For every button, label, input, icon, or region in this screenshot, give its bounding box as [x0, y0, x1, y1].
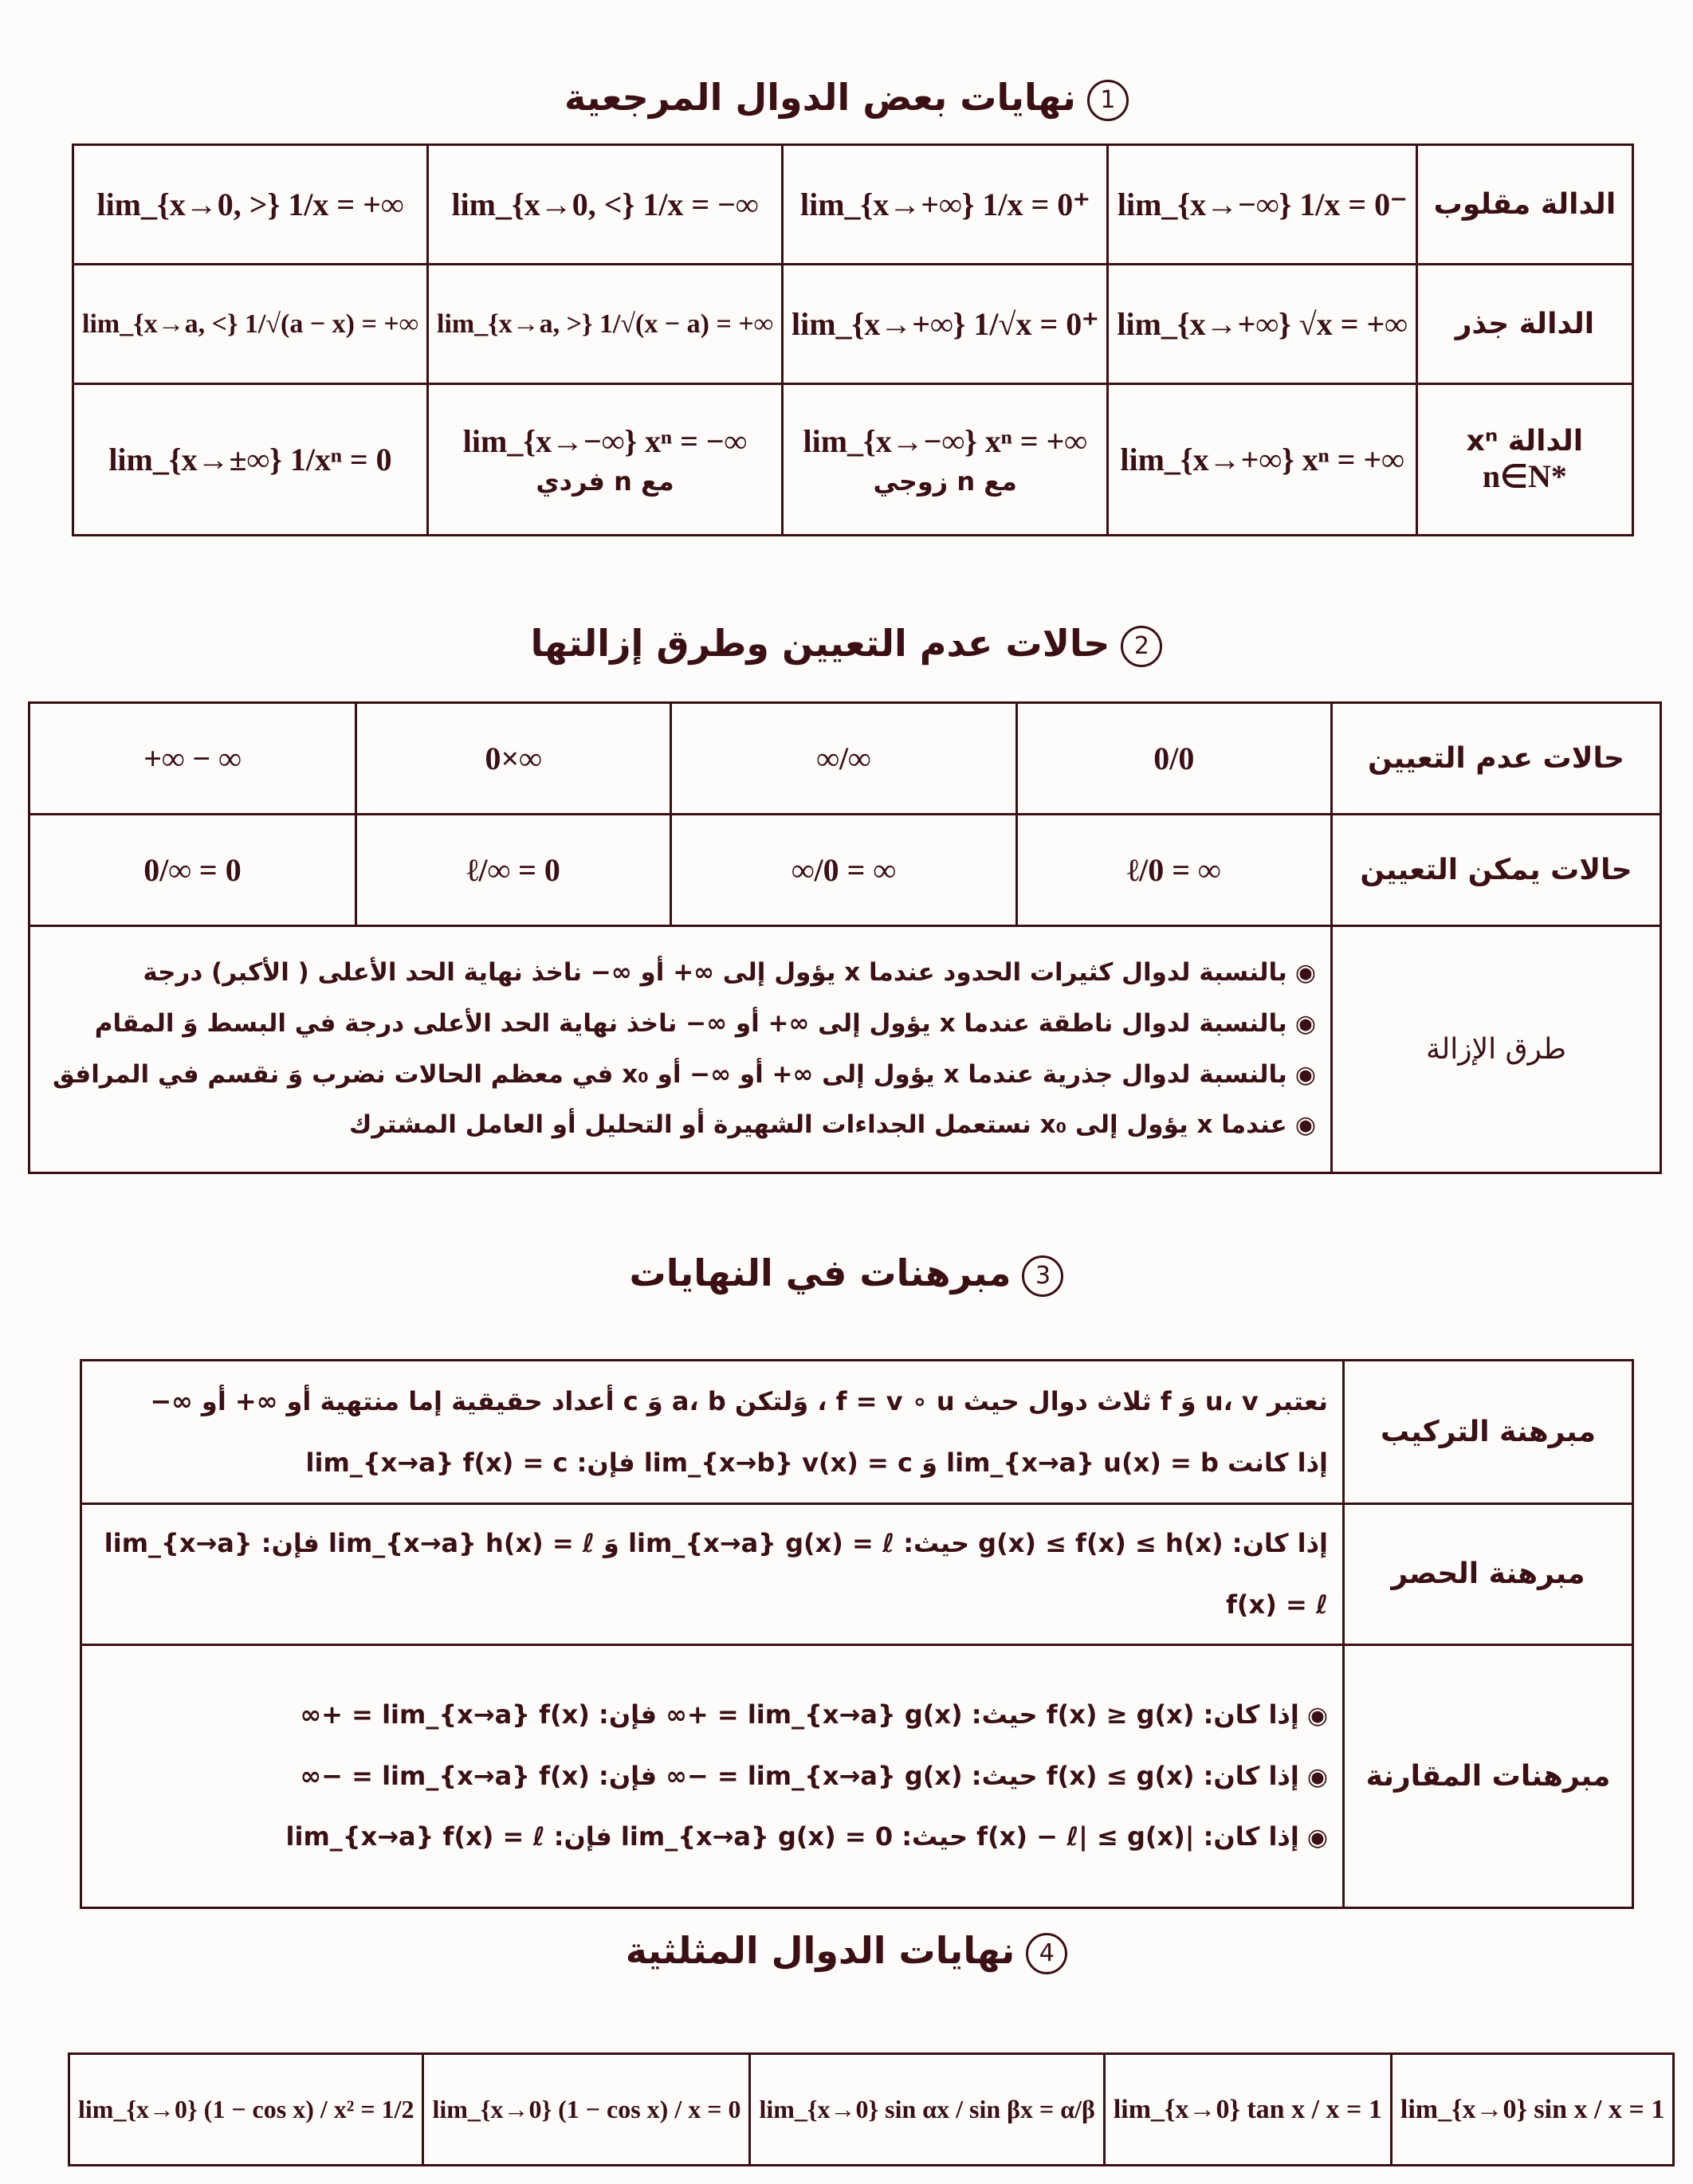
bullet-icon: ◉ — [1294, 1111, 1316, 1140]
form-cell: ℓ/0 = ∞ — [1016, 815, 1331, 926]
row-label-methods: طرق الإزالة — [1332, 926, 1661, 1173]
form-cell: 0/0 — [1016, 703, 1331, 815]
comparison-theorems — [81, 1644, 1344, 1907]
limit-cell: lim_{x→+∞} xⁿ = +∞ — [1108, 384, 1416, 536]
trig-limit-cell: lim_{x→0} (1 − cos x) / x = 0 — [423, 2054, 750, 2166]
limit-cell: lim_{x→+∞} √x = +∞ — [1108, 265, 1416, 384]
row-label-reciprocal: الدالة مقلوب — [1416, 145, 1632, 265]
trig-limit-cell: lim_{x→0} tan x / x = 1 — [1104, 2054, 1391, 2166]
comparison-item: ◉إذا كان: f(x) ≥ g(x) حيث: lim_{x→a} g(x) = +∞ فإن: lim_{x→a} f(x) = +∞ — [300, 1699, 1328, 1730]
section2-heading — [0, 622, 1693, 667]
limit-cell: lim_{x→0, <} 1/x = −∞ — [428, 145, 783, 265]
form-cell: ∞/∞ — [671, 703, 1016, 815]
trig-limits-table — [68, 2052, 1675, 2166]
theorems-table — [80, 1359, 1634, 1909]
bullet-icon: ◉ — [1294, 959, 1316, 988]
composition-theorem: نعتبر u، v وَ f ثلاث دوال حيث f = v ∘ u ، وَلتكن a، b وَ c أعداد حقيقية إما منتهية أو ∞+ أو ∞− إذا كانت lim_{x→a} u(x) = b وَ lim_{x→b} v(x) = c فإن: lim_{x→a} f(x) = c — [81, 1361, 1344, 1504]
method-item: ◉عندما x يؤول إلى x₀ نستعمل الجداءات الشهيرة أو التحليل أو العامل المشترك — [348, 1110, 1316, 1140]
odd-note: مع n فردي — [536, 466, 674, 497]
form-cell: +∞ − ∞ — [29, 703, 356, 815]
limit-cell: lim_{x→±∞} 1/xⁿ = 0 — [73, 384, 428, 536]
section2-title: حالات عدم التعيين وطرق إزالتها — [530, 622, 1110, 665]
bullet-icon: ◉ — [1306, 1824, 1328, 1852]
form-cell: ℓ/∞ = 0 — [356, 815, 671, 926]
indeterminate-forms-table — [28, 701, 1662, 1174]
bullet-icon: ◉ — [1294, 1060, 1316, 1089]
form-cell: 0/∞ = 0 — [29, 815, 356, 926]
n-in-naturals: n∈N* — [1482, 458, 1567, 494]
section-number-badge: 2 — [1121, 626, 1162, 667]
form-cell: 0×∞ — [356, 703, 671, 815]
section4-title: نهايات الدوال المثلثية — [625, 1929, 1015, 1972]
reference-functions-table — [72, 143, 1634, 536]
limit-cell: lim_{x→a, <} 1/√(a − x) = +∞ — [73, 265, 428, 384]
section-number-badge: 3 — [1022, 1255, 1063, 1297]
limit-cell: lim_{x→0, >} 1/x = +∞ — [73, 145, 428, 265]
comparison-item: ◉إذا كان: |f(x) − ℓ| ≤ g(x) حيث: lim_{x→a} g(x) = 0 فإن: lim_{x→a} f(x) = ℓ — [285, 1821, 1328, 1852]
limit-cell: lim_{x→−∞} xⁿ = +∞ مع n زوجي — [783, 384, 1108, 536]
limit-cell: lim_{x→a, >} 1/√(x − a) = +∞ — [428, 265, 783, 384]
form-cell: ∞/0 = ∞ — [671, 815, 1016, 926]
method-item: ◉بالنسبة لدوال كثيرات الحدود عندما x يؤول إلى ∞+ أو ∞− ناخذ نهاية الحد الأعلى ( الأكبر) درجة — [143, 958, 1316, 988]
method-item: ◉بالنسبة لدوال ناطقة عندما x يؤول إلى ∞+ أو ∞− ناخذ نهاية الحد الأعلى درجة في البسط وَ المقام — [94, 1008, 1316, 1038]
even-note: مع n زوجي — [873, 466, 1017, 497]
limit-cell: lim_{x→+∞} 1/√x = 0⁺ — [783, 265, 1108, 384]
section4-heading — [0, 1929, 1693, 1974]
section1-heading — [0, 76, 1693, 121]
section1-title: نهايات بعض الدوال المرجعية — [564, 76, 1076, 119]
trig-limit-cell: lim_{x→0} sin αx / sin βx = α/β — [750, 2054, 1104, 2166]
row-label-indeterminate: حالات عدم التعيين — [1332, 703, 1661, 815]
bullet-icon: ◉ — [1306, 1701, 1328, 1730]
section-number-badge: 4 — [1026, 1933, 1067, 1974]
section3-heading — [0, 1251, 1693, 1297]
trig-limit-cell: lim_{x→0} sin x / x = 1 — [1391, 2054, 1673, 2166]
method-item: ◉بالنسبة لدوال جذرية عندما x يؤول إلى ∞+ أو ∞− أو x₀ في معظم الحالات نضرب وَ نقسم في المرافق — [52, 1059, 1316, 1089]
row-label-comparison: مبرهنات المقارنة — [1344, 1644, 1633, 1907]
limit-cell: lim_{x→−∞} xⁿ = −∞ مع n فردي — [428, 384, 783, 536]
trig-limit-cell: lim_{x→0} (1 − cos x) / x² = 1/2 — [69, 2054, 423, 2166]
bullet-icon: ◉ — [1294, 1009, 1316, 1038]
row-label-power: الدالة xⁿ n∈N* — [1416, 384, 1632, 536]
section3-title: مبرهنات في النهايات — [629, 1251, 1011, 1294]
section-number-badge: 1 — [1087, 80, 1129, 121]
row-label-sqrt: الدالة جذر — [1416, 265, 1632, 384]
comparison-item: ◉إذا كان: f(x) ≤ g(x) حيث: lim_{x→a} g(x) = −∞ فإن: lim_{x→a} f(x) = −∞ — [300, 1760, 1328, 1791]
bullet-icon: ◉ — [1306, 1762, 1328, 1791]
limit-cell: lim_{x→+∞} 1/x = 0⁺ — [783, 145, 1108, 265]
row-label-squeeze: مبرهنة الحصر — [1344, 1504, 1633, 1645]
limit-cell: lim_{x→−∞} 1/x = 0⁻ — [1108, 145, 1416, 265]
squeeze-theorem: إذا كان: g(x) ≤ f(x) ≤ h(x) حيث: lim_{x→a} g(x) = ℓ وَ lim_{x→a} h(x) = ℓ فإن: lim_{x→a} f(x) = ℓ — [81, 1504, 1344, 1645]
row-label-determinable: حالات يمكن التعيين — [1332, 815, 1661, 926]
row-label-composition: مبرهنة التركيب — [1344, 1361, 1633, 1504]
methods-list — [29, 926, 1332, 1173]
